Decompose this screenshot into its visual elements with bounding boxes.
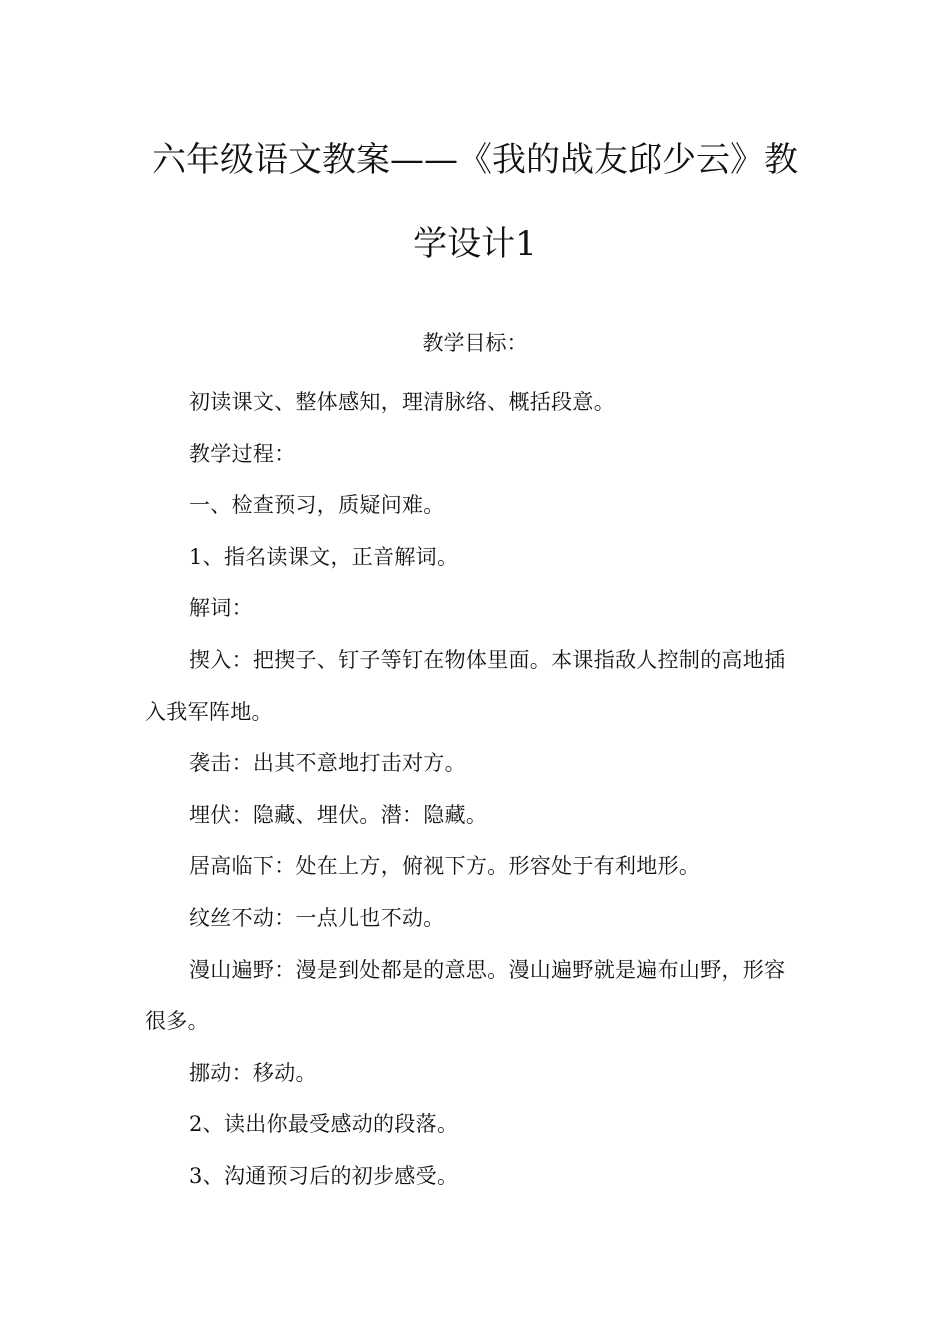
- paragraph: 2、读出你最受感动的段落。: [189, 1112, 459, 1137]
- paragraph: 1、指名读课文，正音解词。: [189, 544, 459, 569]
- paragraph: 埋伏：隐藏、埋伏。潜：隐藏。: [189, 802, 488, 827]
- paragraph: 教学过程：: [189, 441, 296, 466]
- paragraph: 3、沟通预习后的初步感受。: [189, 1163, 459, 1188]
- paragraph: 居高临下：处在上方，俯视下方。形容处于有利地形。: [189, 854, 701, 879]
- paragraph: 挪动：移动。: [189, 1060, 317, 1085]
- paragraph: 揳入：把揳子、钉子等钉在物体里面。本课指敌人控制的高地插入我军阵地。: [145, 647, 786, 724]
- paragraph: 初读课文、整体感知，理清脉络、概括段意。: [189, 390, 615, 414]
- paragraph: 解词：: [189, 596, 253, 621]
- paragraph: 漫山遍野：漫是到处都是的意思。漫山遍野就是遍布山野，形容很多。: [145, 957, 786, 1034]
- paragraph: 纹丝不动：一点儿也不动。: [189, 905, 445, 930]
- title-line-1: 六年级语文教案——《我的战友邱少云》教: [152, 140, 798, 180]
- section-heading-objectives: 教学目标：: [422, 331, 528, 355]
- document-title: [145, 118, 805, 286]
- title-line-2: 学设计1: [413, 224, 537, 264]
- paragraph: 一、检查预习，质疑问难。: [189, 493, 445, 518]
- document-body: [145, 377, 805, 1203]
- paragraph: 袭击：出其不意地打击对方。: [189, 751, 466, 776]
